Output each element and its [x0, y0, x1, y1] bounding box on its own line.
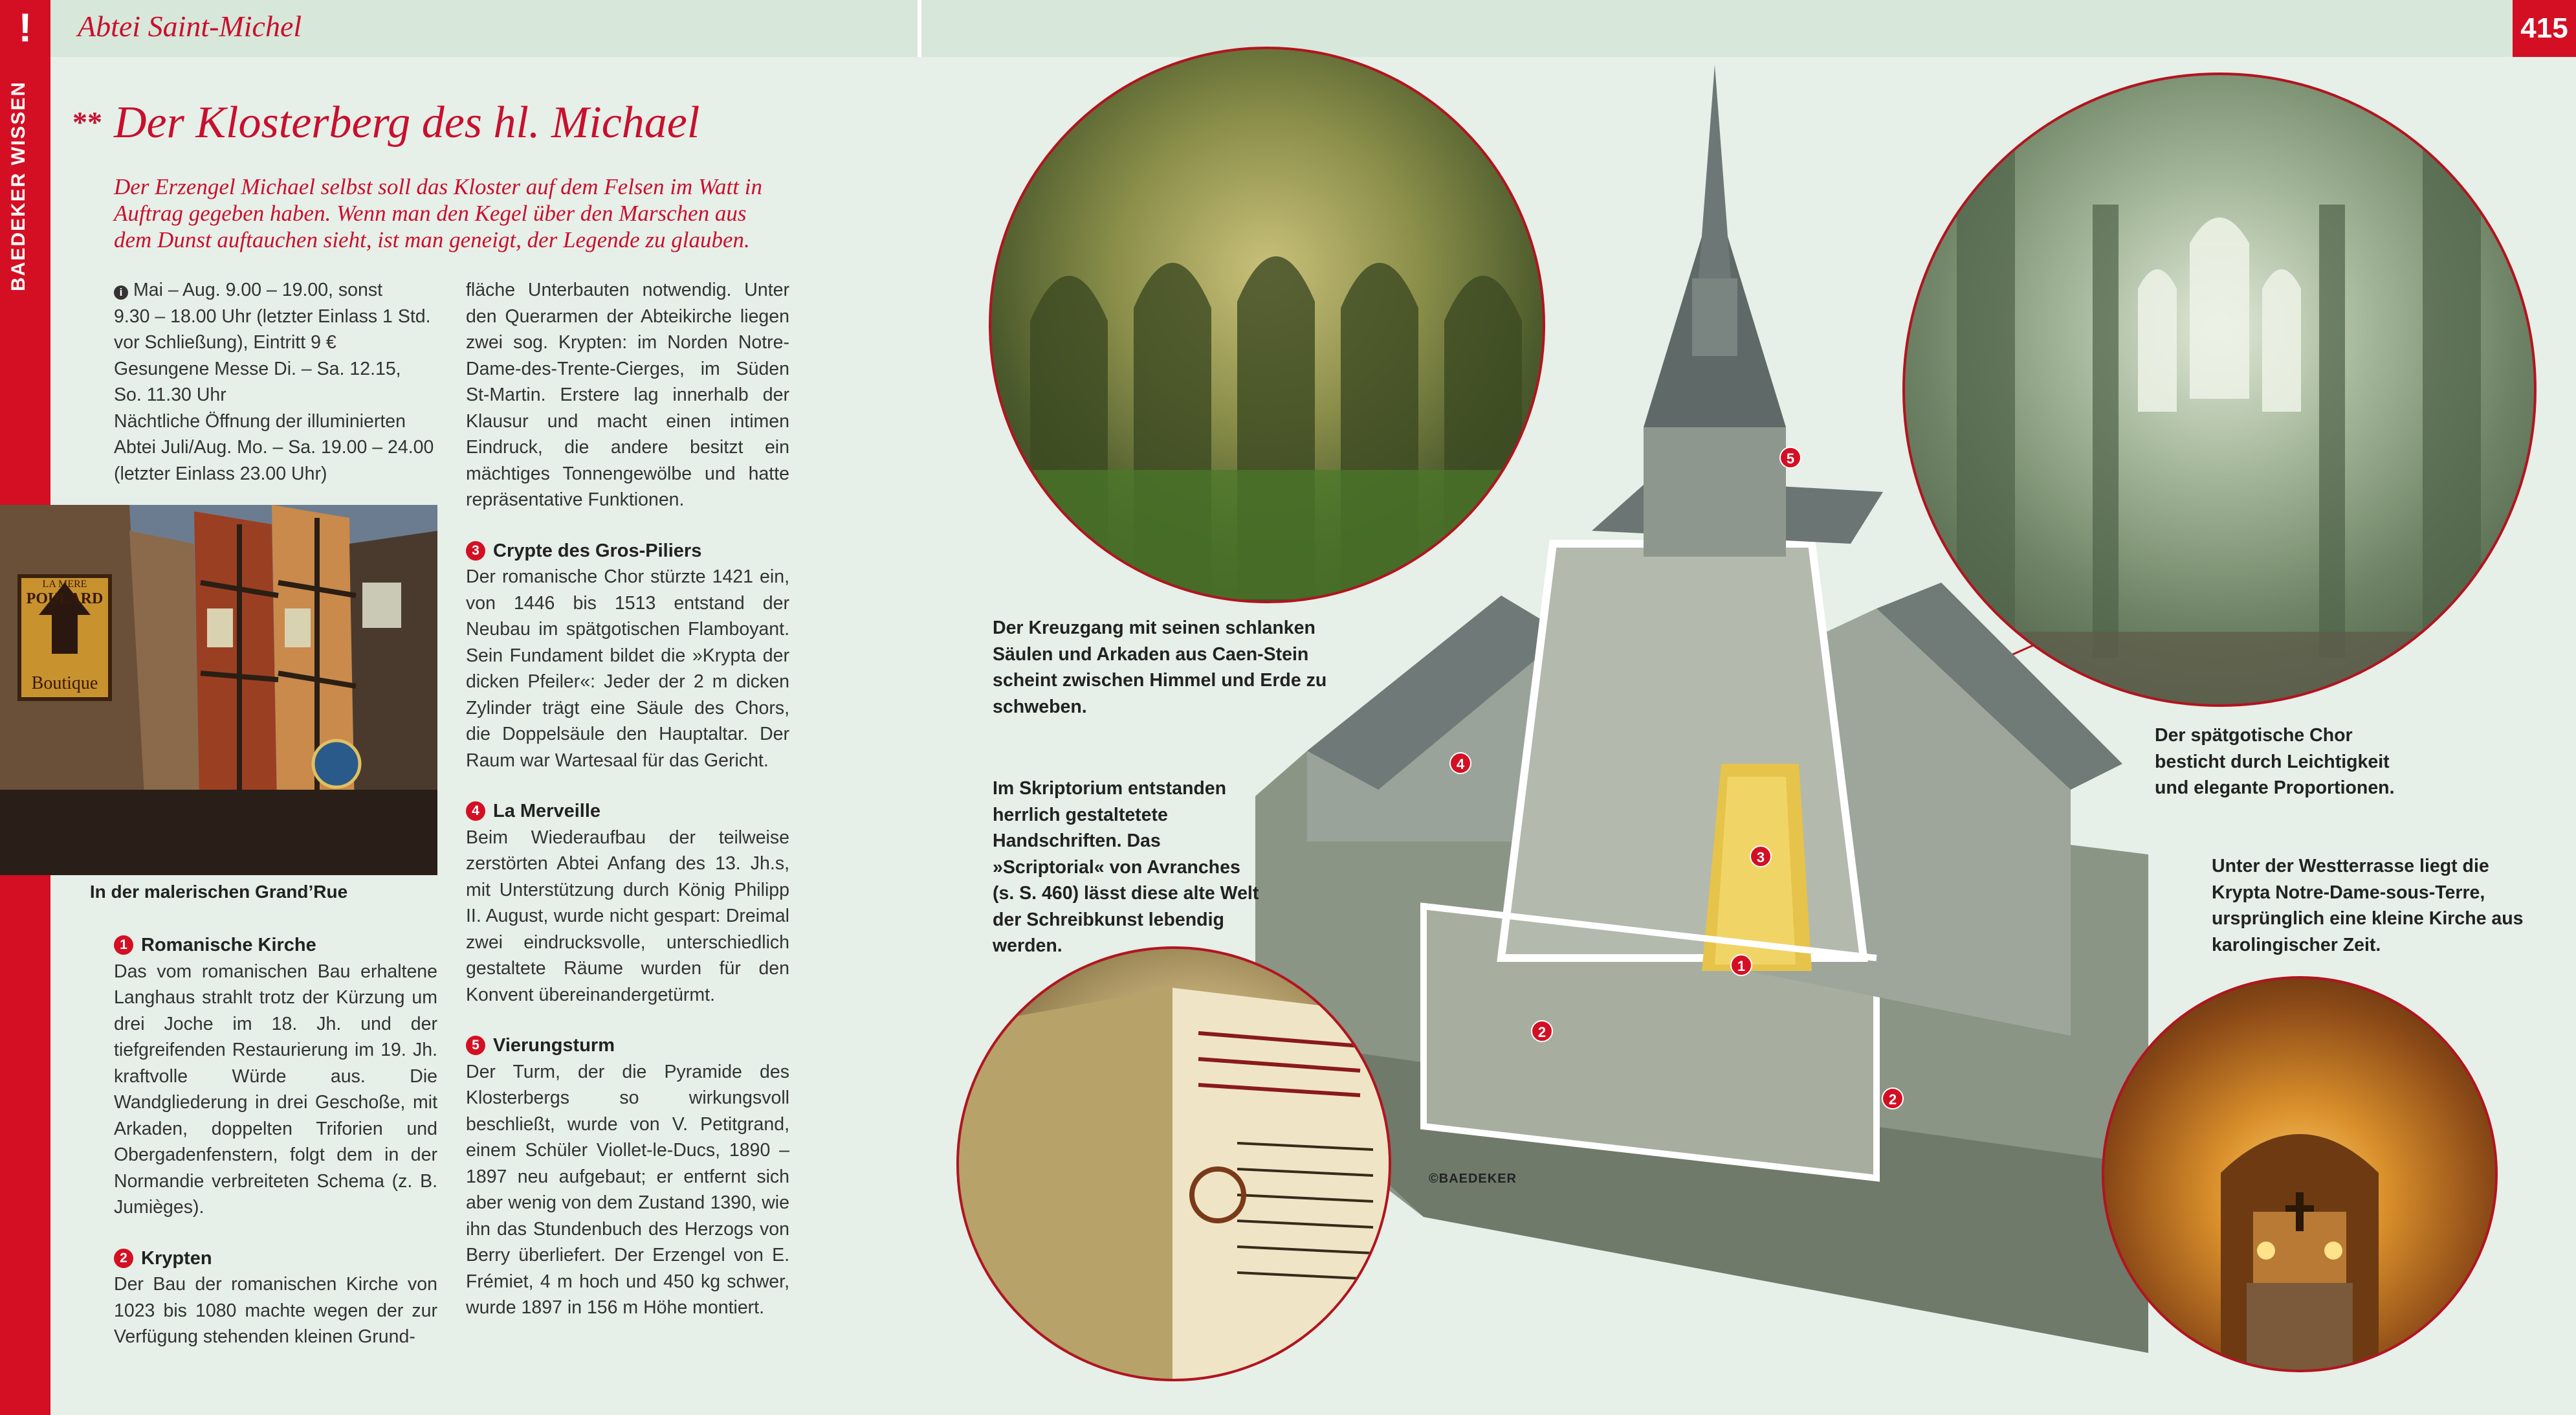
info-line: 9.30 – 18.00 Uhr (letzter Einlass 1 Std.: [114, 306, 431, 327]
section-number: 4: [466, 801, 485, 821]
caption-scriptorium: Im Skriptorium entstanden herrlich gestaltetete Handschriften. Das »Scriptorial« von Avranches (s. S. 460) lässt diese alte Welt der Schreibkunst lebendig werden.: [993, 778, 1259, 956]
marker-1: 1: [1730, 954, 1752, 976]
crypt-interior: [2104, 979, 2495, 1370]
cloister-photo: [989, 47, 1545, 603]
section-text: Beim Wiederaufbau der teilweise zerstörten Abtei Anfang des 13. Jh.s, mit Unterstützung durch König Philipp II. August, wurde nicht gespart: Dreimal zwei eindrucksvolle, unterschiedlich gestaltete Räume wurden für den Konvent übereinandergetürmt.: [466, 827, 789, 1005]
rating-stars: **: [72, 106, 102, 139]
article-intro: Der Erzengel Michael selbst soll das Kloster auf dem Felsen im Watt in Auftrag gegeben haben. Wenn man den Kegel über den Marschen aus dem Dunst auftauchen sieht, ist man geneigt, der Legende zu glauben.: [114, 174, 762, 252]
section-title: Krypten: [141, 1247, 212, 1269]
shop-sign-line3: Boutique: [31, 673, 98, 693]
illustration-credit: ©BAEDEKER: [1429, 1172, 1517, 1186]
section-krypten: [114, 1245, 437, 1350]
caption-cloister: Der Kreuzgang mit seinen schlanken Säulen und Arkaden aus Caen-Stein scheint zwischen Himmel und Erde zu schweben.: [993, 618, 1327, 717]
street-photo: [0, 505, 437, 875]
cloister-arches: [991, 49, 1543, 601]
section-krypten-continued: [466, 277, 789, 513]
caption-choir: Der spätgotische Chor besticht durch Leichtigkeit und elegante Proportionen.: [2155, 725, 2395, 798]
page-number: 415: [2513, 0, 2576, 57]
section-title: Romanische Kirche: [141, 935, 316, 955]
crypt-photo: [2102, 976, 2498, 1372]
info-line: vor Schließung), Eintritt 9 €: [114, 332, 336, 353]
section-la-merveille: [466, 798, 789, 1008]
shop-sign-line1: LA MERE: [42, 579, 87, 590]
section-number: 5: [466, 1036, 485, 1055]
info-block: [114, 277, 437, 487]
choir-arches: [1905, 75, 2534, 704]
section-title: Vierungsturm: [493, 1035, 615, 1056]
section-text: fläche Unterbauten notwendig. Unter den Querarmen der Abteikirche liegen zwei sog. Krypten: im Norden Notre-Dame-des-Trente-Cierges, im Süden St-Martin. Erstere lag innerhalb der Klausur und macht einen intimen Eindruck, die andere besitzt ein mächtiges Tonnengewölbe und hatte repräsentative Funktionen.: [466, 280, 789, 510]
section-vierungsturm: [466, 1032, 789, 1321]
section-title: Crypte des Gros-Piliers: [493, 540, 702, 561]
text-column-1: [114, 932, 437, 1350]
section-title: La Merveille: [493, 801, 601, 821]
marker-2: 2: [1531, 1020, 1553, 1042]
shop-sign-line2: POULARD: [26, 590, 104, 607]
manuscript-pages: [959, 949, 1389, 1379]
info-line: Mai – Aug. 9.00 – 19.00, sonst: [133, 280, 383, 300]
section-text: Der romanische Chor stürzte 1421 ein, von 1446 bis 1513 entstand der Neubau im spätgotischen Flamboyant. Sein Fundament bildet die »Krypta der dicken Pfeiler«: Jeder der 2 m dicken Zylinder trägt eine Säule des Chors, die Doppelsäule den Hauptaltar. Der Raum war Wartesaal für das Gericht.: [466, 566, 789, 771]
side-strip-label: BAEDEKER WISSEN: [8, 80, 29, 291]
article-title: Der Klosterberg des hl. Michael: [114, 98, 700, 148]
section-text: Der Turm, der die Pyramide des Klosterbergs so wirkungsvoll beschließt, wurde von V. Petitgrand, einem Schüler Viollet-le-Ducs, 1890 – 1897 neu aufgebaut; er entfernt sich aber wenig von dem Zustand 1390, wie ihn das Stundenbuch des Herzogs von Berry überliefert. Der Erzengel von E. Frémiet, 4 m hoch und 450 kg schwer, wurde 1897 in 156 m Höhe montiert.: [466, 1061, 789, 1318]
photo-caption: In der malerischen Grand’Rue: [89, 882, 348, 902]
marker-2b: 2: [1882, 1087, 1904, 1109]
marker-5: 5: [1779, 447, 1801, 469]
info-icon: i: [114, 285, 128, 300]
choir-photo: [1902, 72, 2537, 707]
section-number: 1: [114, 935, 133, 955]
caption-crypt: Unter der Westterrasse liegt die Krypta Notre-Dame-sous-Terre, ursprünglich eine kleine Kirche aus karolingischer Zeit.: [2212, 856, 2524, 955]
info-line: Abtei Juli/Aug. Mo. – Sa. 19.00 – 24.00: [114, 437, 434, 458]
info-line: Nächtliche Öffnung der illuminierten: [114, 410, 406, 432]
section-text: Der Bau der romanischen Kirche von 1023 bis 1080 machte wegen der zur Verfügung stehenden kleinen Grund-: [114, 1274, 437, 1347]
text-column-2: [466, 277, 789, 1321]
section-number: 2: [114, 1249, 133, 1268]
marker-3: 3: [1750, 845, 1772, 867]
marker-4: 4: [1449, 752, 1471, 774]
section-crypte-des-gros-piliers: [466, 538, 789, 774]
info-line: (letzter Einlass 23.00 Uhr): [114, 463, 327, 484]
header-separator: [918, 0, 921, 57]
chapter-title: Abtei Saint-Michel: [78, 10, 302, 43]
exclamation-icon: !: [18, 6, 32, 50]
manuscript-photo: [956, 946, 1391, 1381]
info-line: So. 11.30 Uhr: [114, 384, 226, 405]
section-text: Das vom romanischen Bau erhaltene Langhaus strahlt trotz der Kürzung um drei Joche im 18. Jh. und der tiefgreifenden Restaurierung im 19. Jh. kraftvolle Würde aus. Die Wandgliederung in drei Geschoße, mit Arkaden, doppelten Triforien und Obergadenfenstern, folgt dem in der Normandie verbreiteten Schema (z. B. Jumièges).: [114, 961, 437, 1218]
info-line: Gesungene Messe Di. – Sa. 12.15,: [114, 358, 401, 379]
section-romanische-kirche: [114, 932, 437, 1221]
section-number: 3: [466, 541, 485, 561]
